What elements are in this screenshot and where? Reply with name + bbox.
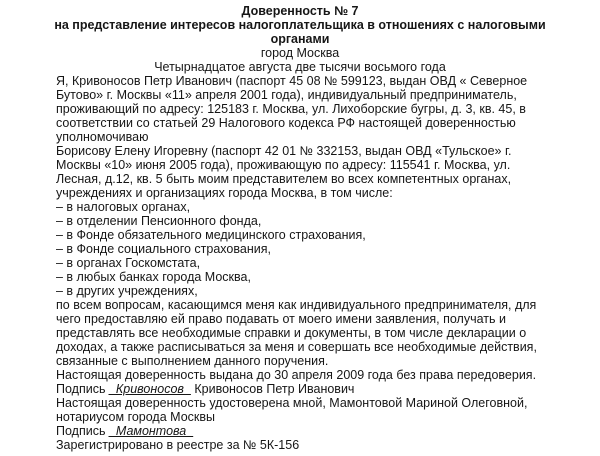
doc-title: Доверенность № 7 [241,4,359,18]
principal-signature: _Кривоносов_ [108,382,191,396]
signature-notary-line [56,424,600,438]
principal-line-5: уполномочиваю [56,130,149,144]
doc-city: город Москва [260,46,340,60]
principal-line-3: проживающий по адресу: 125183 г. Москва, ул. Лихоборские бугры, д. 3, кв. 45, в [56,102,526,116]
doc-subtitle-line1: на представление интересов налогоплательщика в отношениях с налоговыми [54,18,546,32]
notary-line-2: нотариусом города Москвы [56,410,216,424]
attorney-line-4: учреждениях и организациях города Москва, в том числе: [56,186,393,200]
validity-line: Настоящая доверенность выдана до 30 апреля 2009 года без права передоверия. [56,368,537,382]
list-item-other: – в других учреждениях, [56,284,198,298]
doc-text: Подпись [56,424,109,438]
list-item-medical-insurance: – в Фонде обязательного медицинского страхования, [56,228,366,242]
powers-line-2: чего предоставляю ей право подавать от моего имени заявления, получать и [56,312,506,326]
notary-signature: _Мамонтова_ [108,424,194,438]
doc-text: Подпись [56,382,109,396]
principal-line-1: Я, Кривоносов Петр Иванович (паспорт 45 08 № 599123, выдан ОВД « Северное [56,74,528,88]
attorney-line-2: Москвы «10» июня 2005 года), проживающую по адресу: 115541 г. Москва, ул. [56,158,511,172]
attorney-line-1: Борисову Елену Игоревну (паспорт 42 01 № 332153, выдан ОВД «Тульское» г. [56,144,512,158]
doc-date-in-words: Четырнадцатое августа две тысячи восьмого года [154,60,446,74]
powers-line-3: представлять все необходимые справки и документы, в том числе декларации о [56,326,527,340]
principal-line-4: соответствии со статьей 29 Налогового кодекса РФ настоящей доверенностью [56,116,516,130]
principal-line-2: Бутово» г. Москвы «11» апреля 2001 года), индивидуальный предприниматель, [56,88,517,102]
list-item-social-insurance: – в Фонде социального страхования, [56,242,271,256]
doc-text [193,424,196,438]
list-item-goskomstat: – в органах Госкомстата, [56,256,201,270]
powers-line-5: связанные с выполнением данного поручения. [56,354,329,368]
registry-line: Зарегистрировано в реестре за № 5К-156 [56,438,300,452]
doc-subtitle-line2: органами [270,32,330,46]
list-item-tax-bodies: – в налоговых органах, [56,200,191,214]
doc-text: Кривоносов Петр Иванович [190,382,355,396]
attorney-line-3: Лесная, д.12, кв. 5 быть моим представителем во всех компетентных органах, [56,172,512,186]
powers-line-1: по всем вопросам, касающимся меня как индивидуального предпринимателя, для [56,298,537,312]
signature-principal-line [56,382,600,396]
list-item-pension-fund: – в отделении Пенсионного фонда, [56,214,262,228]
powers-line-4: доходах, а также расписываться за меня и совершать все необходимые действия, [56,340,537,354]
list-item-banks: – в любых банках города Москва, [56,270,251,284]
notary-line-1: Настоящая доверенность удостоверена мной, Мамонтовой Мариной Олеговной, [56,396,528,410]
